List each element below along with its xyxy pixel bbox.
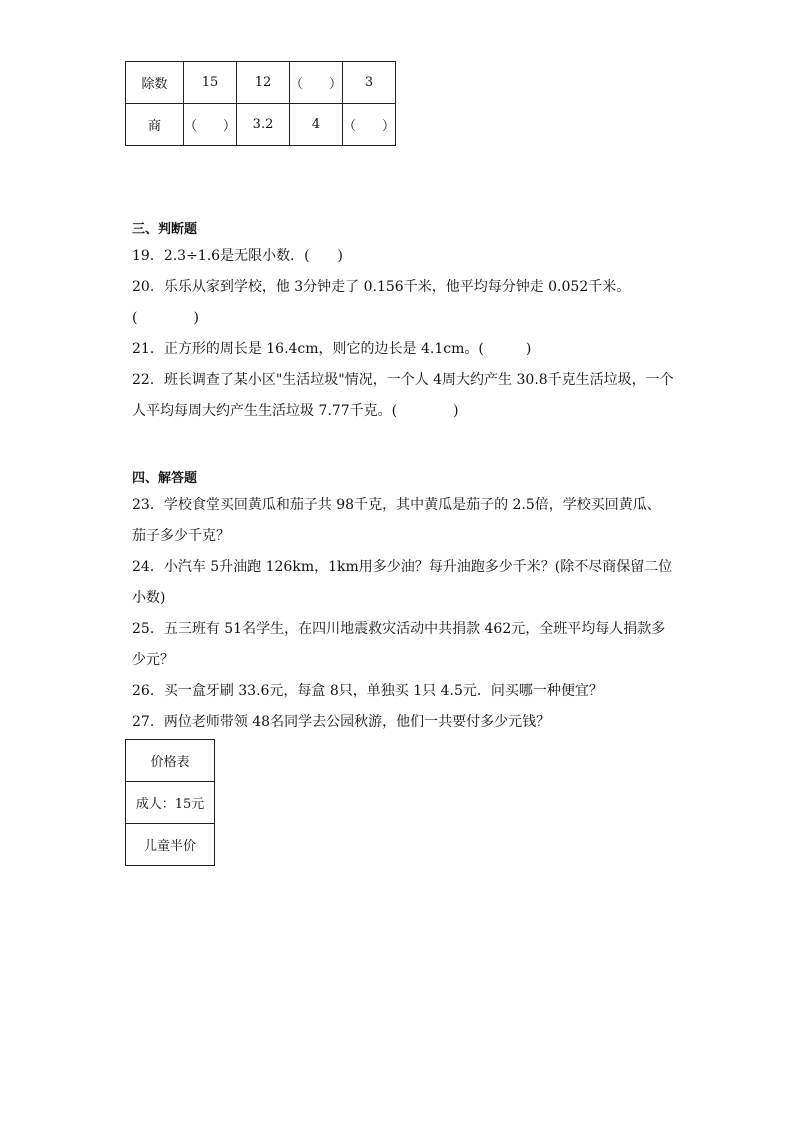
section-heading-answer: 四、解答题 bbox=[132, 471, 198, 486]
table-row bbox=[126, 740, 215, 782]
table-cell: （ ） bbox=[290, 62, 343, 104]
question-27: 27．两位老师带领 48名同学去公园秋游，他们一共要付多少元钱？ bbox=[132, 714, 551, 730]
question-25: 25．五三班有 51名学生，在四川地震救灾活动中共捐款 462元，全班平均每人捐款多 bbox=[132, 621, 666, 637]
table-row bbox=[126, 824, 215, 866]
table-cell: 3 bbox=[343, 62, 396, 104]
question-20: 20．乐乐从家到学校，他 3分钟走了 0.156千米，他平均每分钟走 0.052千米。 bbox=[132, 279, 631, 295]
question-22: 22．班长调查了某小区"生活垃圾"情况，一个人 4周大约产生 30.8千克生活垃圾，一个 bbox=[132, 372, 674, 388]
table-cell: 4 bbox=[290, 104, 343, 146]
price-table bbox=[125, 739, 215, 866]
question-21: 21．正方形的周长是 16.4cm，则它的边长是 4.1cm。( ) bbox=[132, 341, 532, 357]
table-cell: 除数 bbox=[126, 62, 184, 104]
table-row bbox=[126, 782, 215, 824]
question-23-continued: 茄子多少千克？ bbox=[132, 528, 230, 544]
question-22-continued: 人平均每周大约产生生活垃圾 7.77千克。( ) bbox=[132, 403, 459, 419]
question-23: 23．学校食堂买回黄瓜和茄子共 98千克，其中黄瓜是茄子的 2.5倍，学校买回黄瓜、 bbox=[132, 497, 661, 513]
table-cell: （ ） bbox=[184, 104, 237, 146]
price-table-title: 价格表 bbox=[126, 740, 215, 782]
question-20-answer-blank: ( ) bbox=[132, 310, 199, 326]
question-26: 26．买一盒牙刷 33.6元，每盒 8只，单独买 1只 4.5元．问买哪一种便宜？ bbox=[132, 683, 603, 699]
table-cell: 3.2 bbox=[237, 104, 290, 146]
table-cell: 商 bbox=[126, 104, 184, 146]
price-table-adult: 成人：15元 bbox=[126, 782, 215, 824]
question-25-continued: 少元？ bbox=[132, 652, 174, 668]
price-table-child: 儿童半价 bbox=[126, 824, 215, 866]
table-row-divisor bbox=[126, 62, 396, 104]
question-19: 19．2.3÷1.6是无限小数．( ) bbox=[132, 248, 343, 264]
quotient-table bbox=[125, 61, 396, 146]
section-heading-judgement: 三、判断题 bbox=[132, 222, 198, 237]
question-24: 24．小汽车 5升油跑 126km，1km用多少油？每升油跑多少千米？(除不尽商保留二位 bbox=[132, 559, 673, 575]
table-cell: 12 bbox=[237, 62, 290, 104]
question-24-continued: 小数) bbox=[132, 590, 166, 606]
table-cell: （ ） bbox=[343, 104, 396, 146]
table-row-quotient bbox=[126, 104, 396, 146]
table-cell: 15 bbox=[184, 62, 237, 104]
